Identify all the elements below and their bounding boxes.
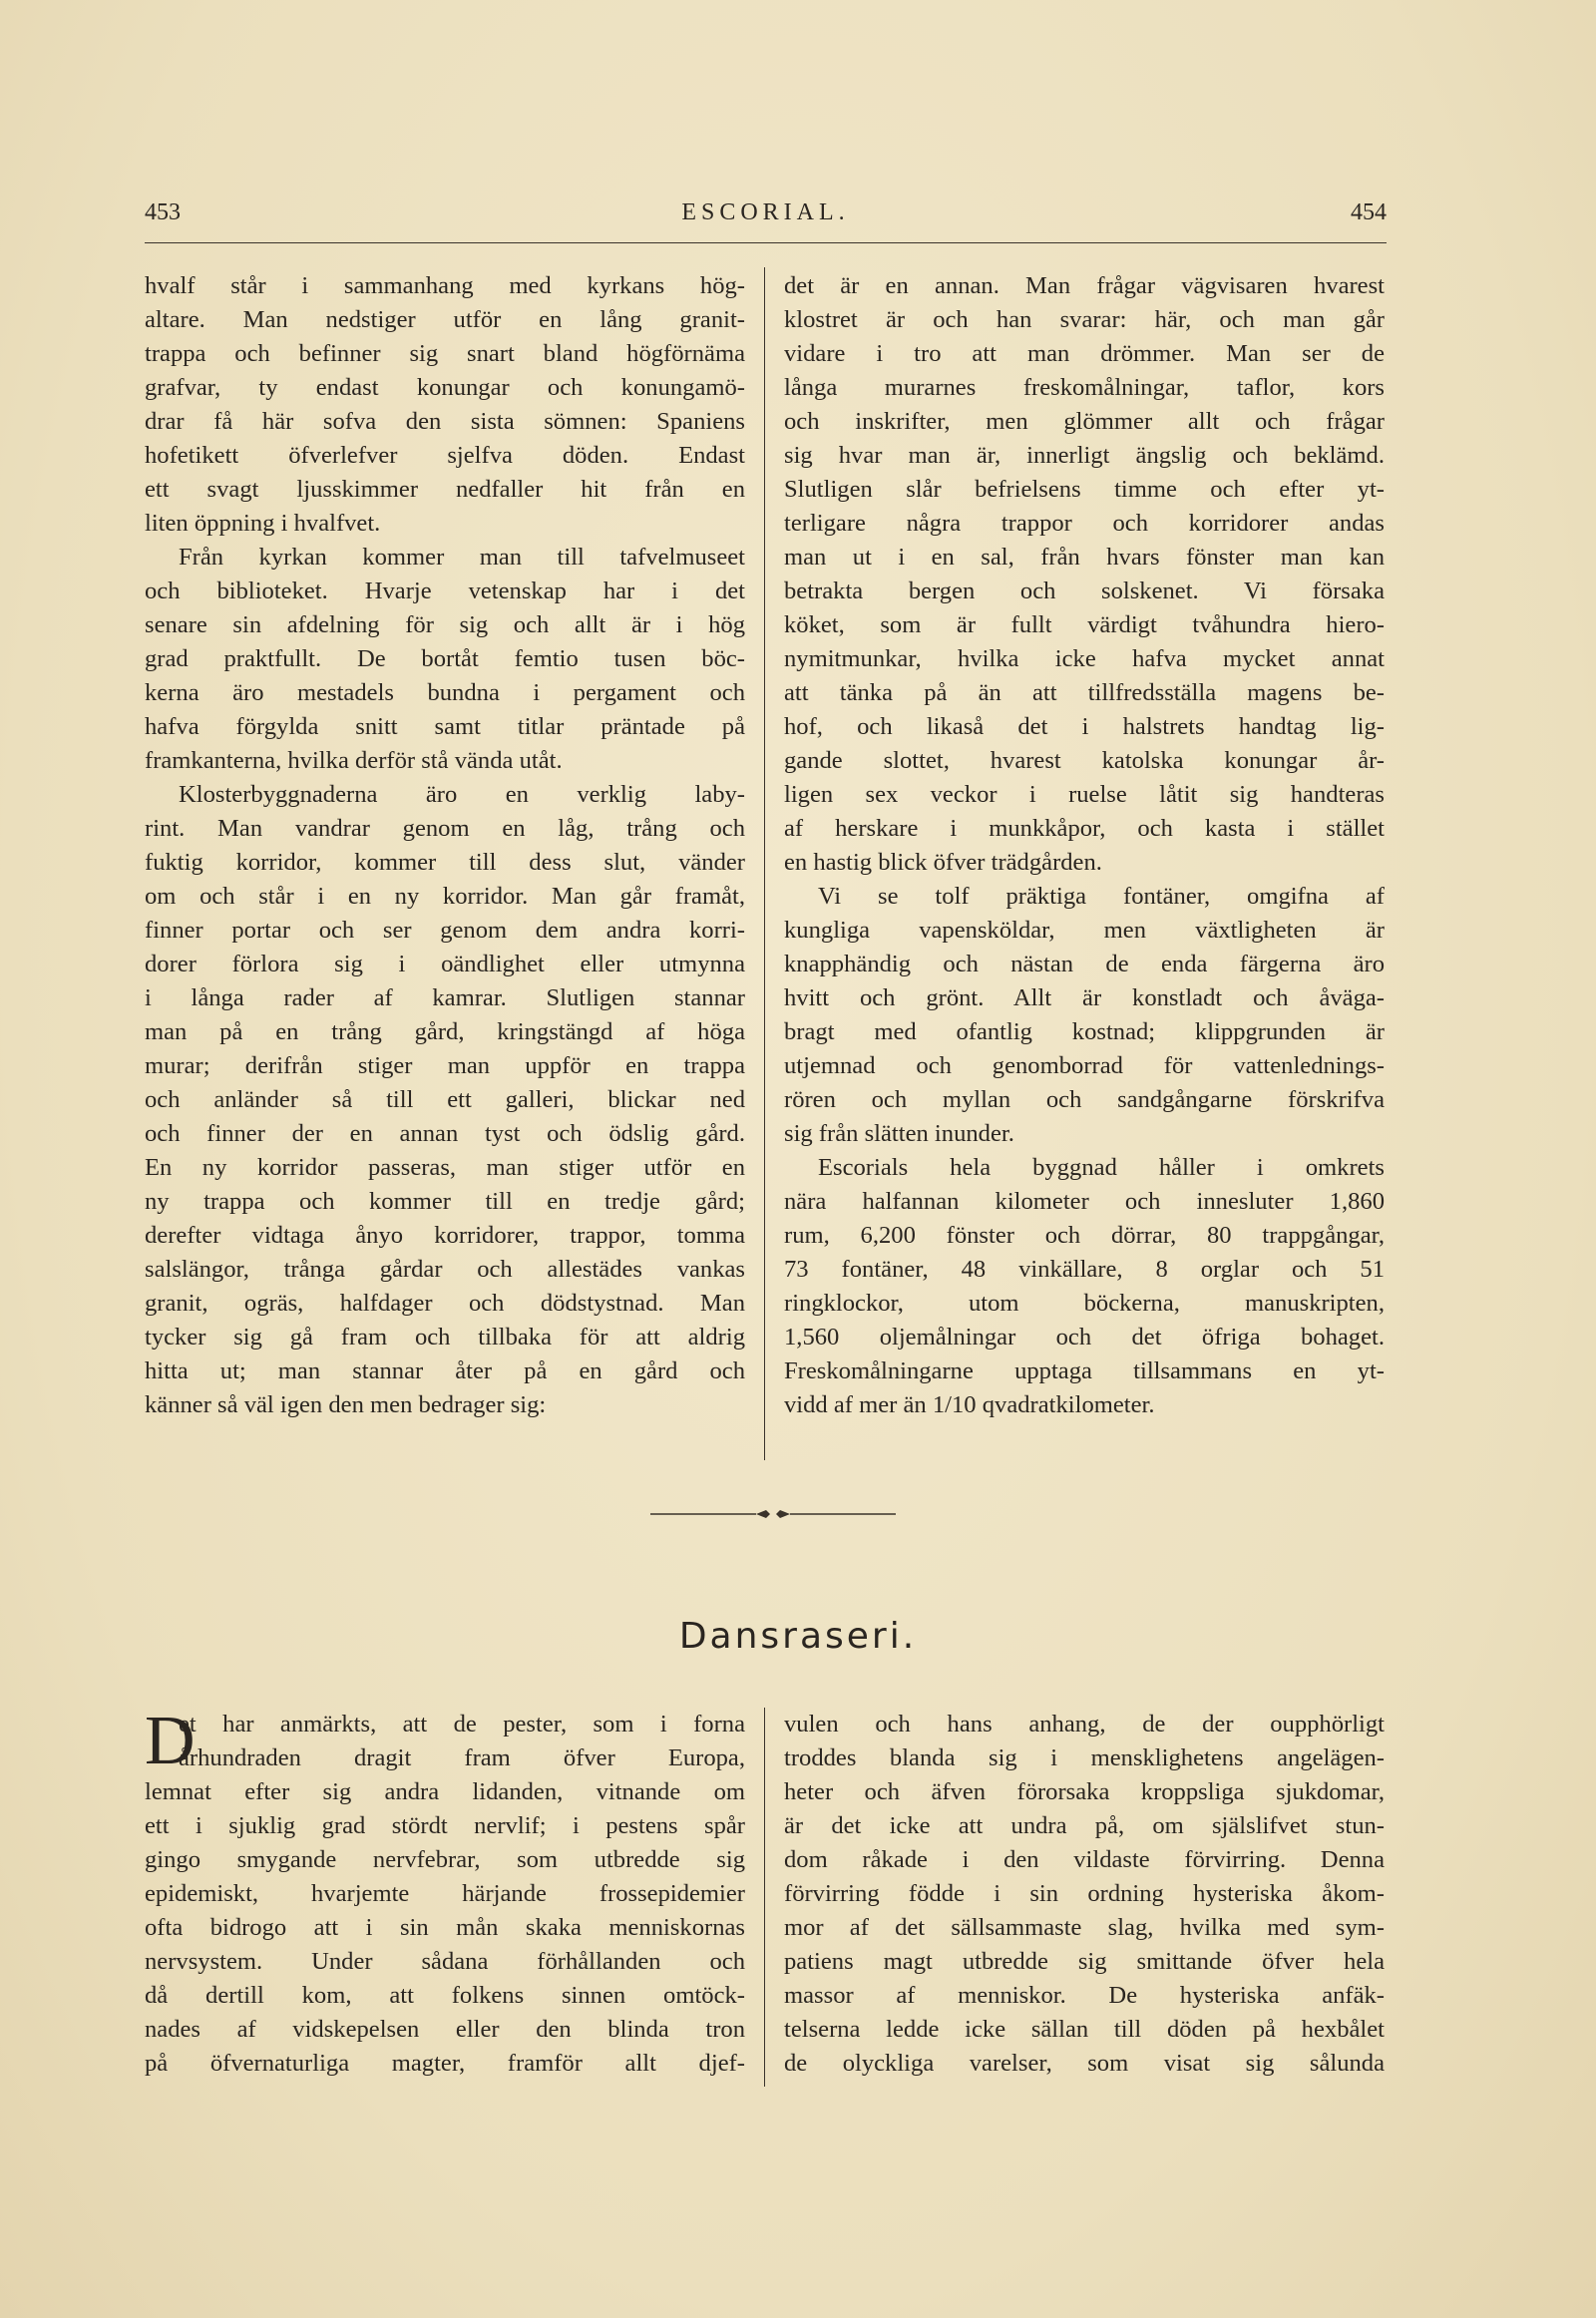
text-line: lemnat efter sig andra lidanden, vitnande om	[145, 1778, 745, 1805]
text-line: hvalf står i sammanhang med kyrkans hög-	[145, 272, 745, 299]
text-line: långa murarnes freskomålningar, taflor, kors	[784, 374, 1385, 401]
text-line: och finner der en annan tyst och ödslig gård.	[145, 1120, 745, 1147]
text-line: är det icke att undra på, om själslifvet stun-	[784, 1812, 1385, 1839]
text-line: känner så väl igen den men bedrager sig:	[145, 1391, 547, 1418]
text-line: i långa rader af kamrar. Slutligen stannar	[145, 984, 745, 1011]
text-line: en hastig blick öfver trädgården.	[784, 849, 1102, 876]
text-line: betrakta bergen och solskenet. Vi försaka	[784, 578, 1385, 604]
text-line: och inskrifter, men glömmer allt och frågar	[784, 408, 1385, 435]
article-escorial-left-column	[145, 269, 745, 1422]
page-number-right: 454	[1351, 199, 1387, 225]
text-line: knapphändig och nästan de enda färgerna äro	[784, 951, 1385, 977]
text-line: drar få här sofva den sista sömnen: Spaniens	[145, 408, 745, 435]
text-line: grad praktfullt. De bortåt femtio tusen böc-	[145, 645, 745, 672]
text-line: nades af vidskepelsen eller den blinda tron	[145, 2016, 745, 2043]
text-line: dom råkade i den vildaste förvirring. Denna	[784, 1846, 1385, 1873]
text-line: grafvar, ty endast konungar och konungamö-	[145, 374, 745, 401]
text-line: klostret är och han svarar: här, och man går	[784, 306, 1385, 333]
article-dansraseri-left-column	[145, 1703, 745, 2081]
text-line: och biblioteket. Hvarje vetenskap har i det	[145, 578, 745, 604]
article-escorial-right-column	[784, 269, 1385, 1422]
text-line: vulen och hans anhang, de der oupphörligt	[784, 1711, 1385, 1738]
text-line: kerna äro mestadels bundna i pergament och	[145, 679, 745, 706]
text-line: patiens magt utbredde sig smittande öfver hela	[784, 1948, 1385, 1975]
text-line: vidd af mer än 1/10 qvadratkilometer.	[784, 1391, 1155, 1418]
text-line: ringklockor, utom böckerna, manuskripten,	[784, 1290, 1385, 1317]
text-line: gingo smygande nervfebrar, som utbredde sig	[145, 1846, 745, 1873]
text-line: ligen sex veckor i ruelse låtit sig handteras	[784, 781, 1385, 808]
article-dansraseri-right-column	[784, 1708, 1385, 2081]
text-line: Klosterbyggnaderna äro en verklig laby-	[179, 781, 745, 808]
text-line: ett svagt ljusskimmer nedfaller hit från en	[145, 476, 745, 503]
text-line: sig hvar man är, innerligt ängslig och beklämd.	[784, 442, 1385, 469]
text-line: tycker sig gå fram och tillbaka för att aldrig	[145, 1324, 745, 1351]
text-line: Vi se tolf präktiga fontäner, omgifna af	[818, 883, 1385, 910]
text-line: fuktig korridor, kommer till dess slut, vänder	[145, 849, 745, 876]
text-line: nervsystem. Under sådana förhållanden och	[145, 1948, 745, 1975]
text-line: salslängor, trånga gårdar och allestädes vankas	[145, 1256, 745, 1283]
text-line: då dertill kom, att folkens sinnen omtöck-	[145, 1982, 745, 2009]
page-number-left: 453	[145, 199, 181, 225]
drop-cap: D	[145, 1703, 196, 1779]
text-line: ett i sjuklig grad stördt nervlif; i pestens spår	[145, 1812, 745, 1839]
text-line: de olyckliga varelser, som visat sig sålunda	[784, 2050, 1385, 2077]
header-rule	[145, 242, 1387, 243]
text-line: man på en trång gård, kringstängd af höga	[145, 1018, 745, 1045]
text-line: hitta ut; man stannar åter på en gård och	[145, 1357, 745, 1384]
text-line: terligare några trappor och korridorer andas	[784, 510, 1385, 537]
text-line: rören och myllan och sandgångarne förskrifva	[784, 1086, 1385, 1113]
text-line: senare sin afdelning för sig och allt är i hög	[145, 611, 745, 638]
text-line: dorer förlora sig i oändlighet eller utmynna	[145, 951, 745, 977]
text-line: altare. Man nedstiger utför en lång granit-	[145, 306, 745, 333]
text-line: man ut i en sal, från hvars fönster man kan	[784, 544, 1385, 571]
text-line: derefter vidtaga ånyo korridorer, trappor, tomma	[145, 1222, 745, 1249]
text-line: massor af menniskor. De hysteriska anfäk-	[784, 1982, 1385, 2009]
ornament-divider-icon	[648, 1504, 898, 1524]
text-line: heter och äfven förorsaka kroppsliga sjukdomar,	[784, 1778, 1385, 1805]
text-line: 1,560 oljemålningar och det öfriga bohaget.	[784, 1324, 1385, 1351]
column-divider	[764, 267, 765, 1460]
text-line: förvirring födde i sin ordning hysteriska åkom-	[784, 1880, 1385, 1907]
text-line: utjemnad och genomborrad för vattenlednings-	[784, 1052, 1385, 1079]
text-line: vidare i tro att man drömmer. Man ser de	[784, 340, 1385, 367]
running-head	[145, 199, 1387, 233]
text-line: Escorials hela byggnad håller i omkrets	[818, 1154, 1385, 1181]
text-line: köket, som är fullt värdigt tvåhundra hiero-	[784, 611, 1385, 638]
text-line: framkanterna, hvilka derför stå vända utåt.	[145, 747, 563, 774]
text-line: Freskomålningarne upptaga tillsammans en yt-	[784, 1357, 1385, 1384]
text-line: det är en annan. Man frågar vägvisaren hvarest	[784, 272, 1385, 299]
text-line: rum, 6,200 fönster och dörrar, 80 trappgångar,	[784, 1222, 1385, 1249]
text-line: hafva förgylda snitt samt titlar präntade på	[145, 713, 745, 740]
text-line: hof, och likaså det i halstrets handtag lig-	[784, 713, 1385, 740]
text-line: ny trappa och kommer till en tredje gård;	[145, 1188, 745, 1215]
text-line: et har anmärkts, att de pester, som i forna	[179, 1711, 745, 1738]
text-line: mor af det sällsammaste slag, hvilka med sym-	[784, 1914, 1385, 1941]
text-line: bragt med ofantlig kostnad; klippgrunden är	[784, 1018, 1385, 1045]
text-line: gande slottet, hvarest katolska konungar år-	[784, 747, 1385, 774]
text-line: 73 fontäner, 48 vinkällare, 8 orglar och 51	[784, 1256, 1385, 1283]
text-line: rint. Man vandrar genom en låg, trång och	[145, 815, 745, 842]
text-line: murar; derifrån stiger man uppför en trappa	[145, 1052, 745, 1079]
text-line: granit, ogräs, halfdager och dödstystnad. Man	[145, 1290, 745, 1317]
text-line: nymitmunkar, hvilka icke hafva mycket annat	[784, 645, 1385, 672]
text-line: hofetikett öfverlefver sjelfva döden. Endast	[145, 442, 745, 469]
text-line: ofta bidrogo att i sin mån skaka menniskornas	[145, 1914, 745, 1941]
text-line: telserna ledde icke sällan till döden på hexbålet	[784, 2016, 1385, 2043]
text-line: att tänka på än att tillfredsställa magens be-	[784, 679, 1385, 706]
text-line: århundraden dragit fram öfver Europa,	[179, 1744, 745, 1771]
text-line: hvitt och grönt. Allt är konstladt och åväga-	[784, 984, 1385, 1011]
text-line: af herskare i munkkåpor, och kasta i stället	[784, 815, 1385, 842]
text-line: epidemiskt, hvarjemte härjande frossepidemier	[145, 1880, 745, 1907]
text-line: nära halfannan kilometer och innesluter 1,860	[784, 1188, 1385, 1215]
text-line: troddes blanda sig i mensklighetens angelägen-	[784, 1744, 1385, 1771]
text-line: liten öppning i hvalfvet.	[145, 510, 381, 537]
text-line: sig från slätten inunder.	[784, 1120, 1014, 1147]
text-line: om och står i en ny korridor. Man går framåt,	[145, 883, 745, 910]
text-line: Slutligen slår befrielsens timme och efter yt-	[784, 476, 1385, 503]
text-line: trappa och befinner sig snart bland högförnäma	[145, 340, 745, 367]
text-line: på öfvernaturliga magter, framför allt djef-	[145, 2050, 745, 2077]
text-line: Från kyrkan kommer man till tafvelmuseet	[179, 544, 745, 571]
text-line: kungliga vapensköldar, men växtligheten är	[784, 917, 1385, 944]
text-line: En ny korridor passeras, man stiger utför en	[145, 1154, 745, 1181]
article-title: Dansraseri.	[678, 1616, 918, 1657]
text-line: och anländer så till ett galleri, blickar ned	[145, 1086, 745, 1113]
running-title: ESCORIAL.	[681, 199, 850, 225]
text-line: finner portar och ser genom dem andra korri-	[145, 917, 745, 944]
column-divider-2	[764, 1708, 765, 2087]
